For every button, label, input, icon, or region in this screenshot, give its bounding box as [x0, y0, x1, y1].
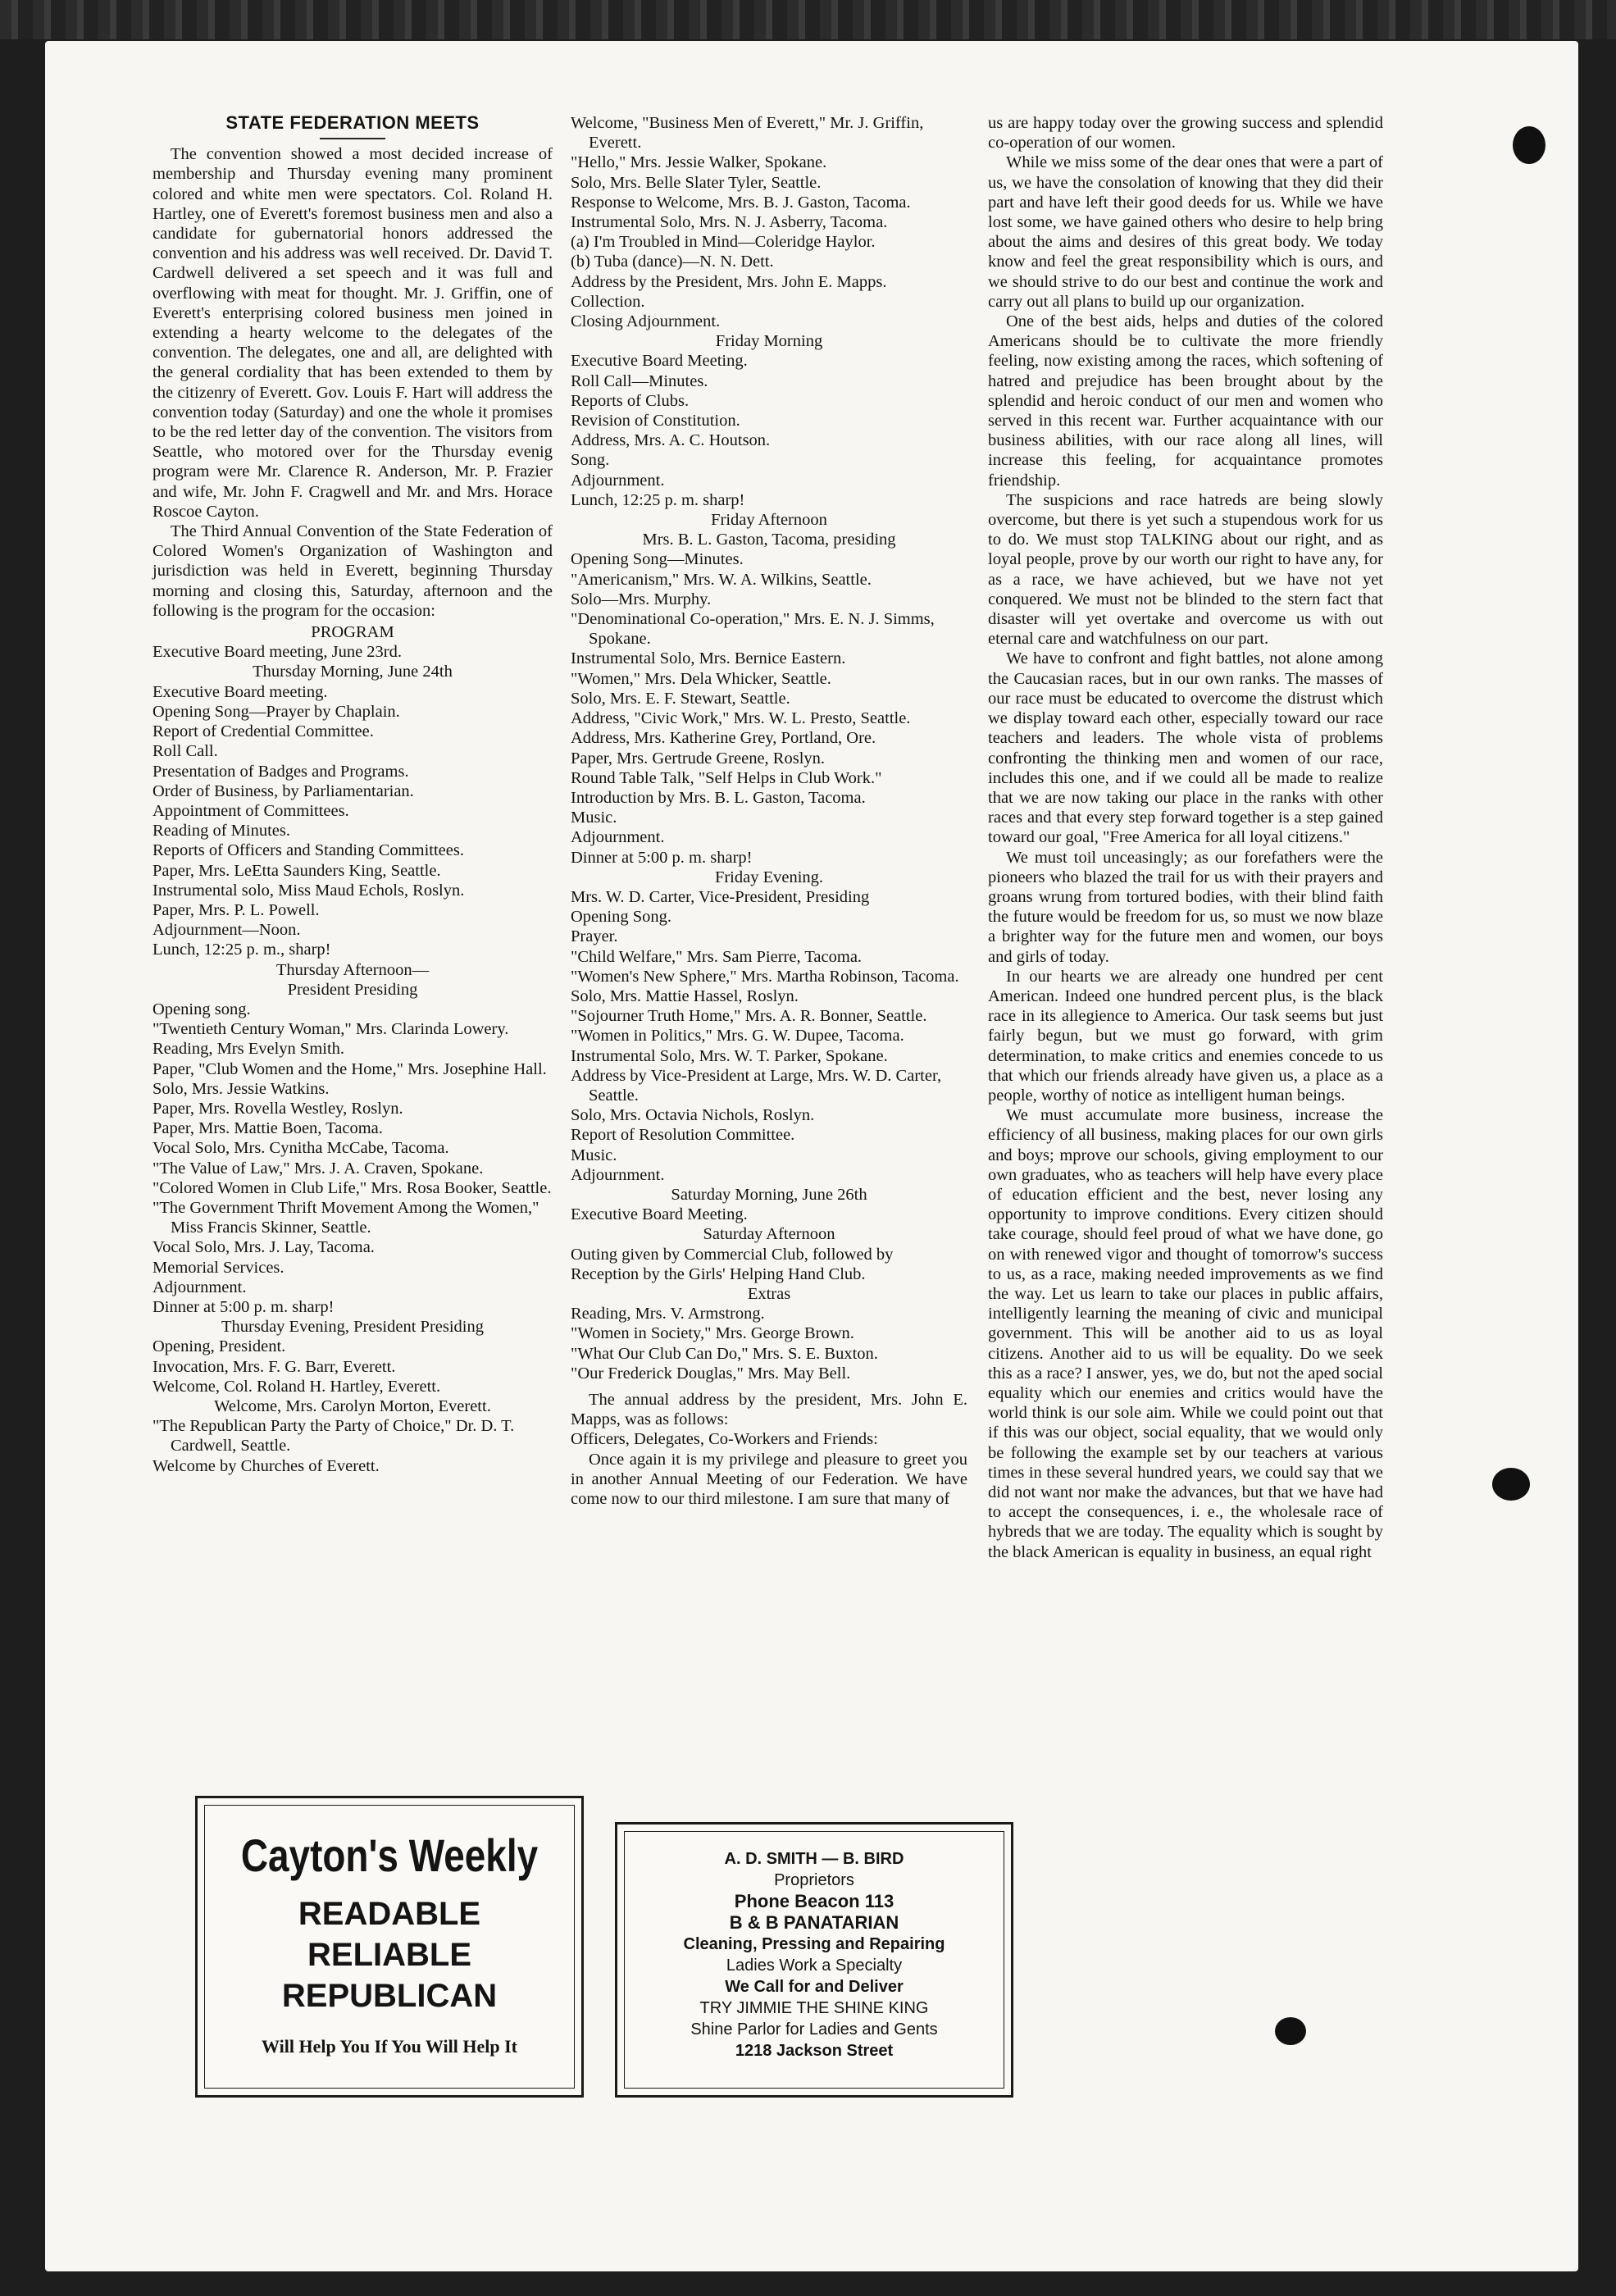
program-list	[152, 642, 553, 1476]
program-item: Adjournment.	[571, 828, 665, 847]
program-item: Reading of Minutes.	[152, 822, 290, 840]
program-item: Paper, Mrs. LeEtta Saunders King, Seattle.	[152, 861, 441, 880]
program-item: Adjournment.	[571, 1165, 665, 1184]
program-item: Address by Vice-President at Large, Mrs. W. D. Carter, Seattle.	[571, 1066, 942, 1105]
program-item: "Our Frederick Douglas," Mrs. May Bell.	[571, 1364, 851, 1383]
program-item: Welcome, Mrs. Carolyn Morton, Everett.	[214, 1397, 491, 1415]
program-item: "Women," Mrs. Dela Whicker, Seattle.	[571, 669, 831, 688]
annual-address-text	[988, 113, 1383, 1562]
headline-rule	[320, 138, 385, 139]
program-item: Executive Board meeting, June 23rd.	[152, 643, 402, 662]
program-item: President Presiding	[287, 980, 418, 999]
paragraph: In our hearts we are already one hundred per cent American. Indeed one hundred percent plus, is the black race in its allegience to America. Our task seems but just fairly begun, but we must go forward, with grim determination, to make critics and enemies concede to us that which our friends already have given us, a place as a people, worthy of notice as intelligent human beings.	[988, 967, 1383, 1105]
program-item: Saturday Morning, June 26th	[671, 1185, 867, 1204]
paragraph: us are happy today over the growing success and splendid co-operation of our women.	[988, 114, 1383, 153]
program-item: "Denominational Co-operation," Mrs. E. N. J. Simms, Spokane.	[571, 610, 935, 649]
program-item: "Americanism," Mrs. W. A. Wilkins, Seattle.	[571, 570, 872, 589]
ad-business-name: B & B PANATARIAN	[729, 1912, 899, 1933]
program-item: Address, Mrs. Katherine Grey, Portland, Ore.	[571, 729, 876, 748]
program-item: Friday Evening.	[714, 868, 824, 886]
program-item: Round Table Talk, "Self Helps in Club Work."	[571, 768, 882, 787]
program-item: Vocal Solo, Mrs. J. Lay, Tacoma.	[152, 1238, 375, 1257]
program-item: Thursday Evening, President Presiding	[221, 1318, 484, 1337]
program-item: Lunch, 12:25 p. m., sharp!	[152, 941, 331, 959]
program-item: Thursday Afternoon—	[275, 960, 430, 979]
program-item: Reading, Mrs. V. Armstrong.	[571, 1305, 765, 1323]
program-item: Thursday Morning, June 24th	[253, 663, 453, 681]
column-3	[988, 113, 1383, 1562]
punch-hole	[1492, 1468, 1530, 1501]
program-item: "Twentieth Century Woman," Mrs. Clarinda Lowery.	[152, 1020, 509, 1039]
paragraph: The annual address by the president, Mrs. John E. Mapps, was as follows:	[571, 1391, 967, 1429]
ad-phone: Phone Beacon 113	[734, 1891, 894, 1911]
program-item: Friday Afternoon	[711, 511, 827, 530]
punch-hole	[1513, 126, 1545, 164]
program-item: Solo, Mrs. Jessie Watkins.	[152, 1079, 330, 1098]
program-item: Instrumental Solo, Mrs. W. T. Parker, Spokane.	[571, 1046, 888, 1065]
program-item: Executive Board meeting.	[152, 682, 328, 701]
paragraph: We have to confront and fight battles, not alone among the Caucasian races, but in our own ranks. The masses of our race must be educated to overcome the distrust which we display toward each other, especially toward our race teachers and leaders. The whole vista of problems confronting the thinking men and women of our race, includes this one, and if we could all be made to realize that we are now taking our place in the ranks with other races and that every step forward together is a step gained toward our goal, "Free America for all loyal citizens."	[988, 649, 1383, 847]
program-item: Outing given by Commercial Club, followed by	[571, 1245, 894, 1264]
program-item: "Women in Society," Mrs. George Brown.	[571, 1324, 854, 1343]
paragraph: The Third Annual Convention of the State Federation of Colored Women's Organization of Washington and jurisdiction was held in Everett, beginning Thursday morning and closing this, Saturday, afternoon and the following is the program for the occasion:	[152, 522, 553, 620]
program-item: Opening Song—Minutes.	[571, 550, 744, 569]
program-item: Welcome by Churches of Everett.	[152, 1456, 380, 1475]
program-item: Opening, President.	[152, 1337, 286, 1356]
program-item: Closing Adjournment.	[571, 312, 721, 331]
program-item: Friday Morning	[715, 332, 823, 351]
program-item: Lunch, 12:25 p. m. sharp!	[571, 490, 745, 509]
program-item: Extras	[747, 1284, 791, 1303]
ad-title: Cayton's Weekly	[240, 1829, 539, 1881]
ad-deliver: We Call for and Deliver	[725, 1978, 904, 1996]
ad-inner-border	[624, 1831, 1004, 2089]
program-item: "Child Welfare," Mrs. Sam Pierre, Tacoma.	[571, 947, 863, 966]
program-item: "Women in Politics," Mrs. G. W. Dupee, Tacoma.	[571, 1027, 904, 1046]
program-item: Order of Business, by Parliamentarian.	[152, 781, 414, 800]
program-item: Paper, Mrs. Gertrude Greene, Roslyn.	[571, 749, 826, 768]
program-item: "The Government Thrift Movement Among the Women," Miss Francis Skinner, Seattle.	[152, 1198, 539, 1237]
program-item: Adjournment.	[152, 1278, 247, 1296]
program-item: Paper, Mrs. Rovella Westley, Roslyn.	[152, 1099, 403, 1118]
program-item: Music.	[571, 809, 617, 827]
cayton-weekly-ad	[195, 1796, 584, 2098]
intro-text	[152, 144, 553, 621]
paragraph: We must toil unceasingly; as our forefathers were the pioneers who blazed the trail for us with their prayers and groans wrung from tortured bodies, with their blind faith the future would be freedom for us, so must we now blaze a brighter way for the future men and women, our boys and girls of today.	[988, 848, 1383, 966]
program-item: Paper, Mrs. Mattie Boen, Tacoma.	[152, 1119, 383, 1138]
program-item: "Hello," Mrs. Jessie Walker, Spokane.	[571, 153, 827, 172]
paragraph: While we miss some of the dear ones that were a part of us, we have the consolation of knowing that they did their part and have left their good deeds for us. While we have lost some, we have gained others who desire to help bring about the aims and desires of this great body. We today know and feel the great responsibility which is ours, and we should strive to do our best and continue the work and carry out all plans to build up our organization.	[988, 153, 1383, 311]
paragraph: One of the best aids, helps and duties of the colored Americans should be to cultivate the more friendly feeling, now existing among the races, which softening of hatred and prejudice has been brought about by the splendid and heroic conduct of our men and women who served in this recent war. Further acquaintance with our business abilities, with our race along all lines, will increase this feeling, for acquaintance promotes friendship.	[988, 312, 1383, 490]
program-item: Response to Welcome, Mrs. B. J. Gaston, Tacoma.	[571, 193, 911, 212]
ad-address: 1218 Jackson Street	[735, 2042, 894, 2060]
program-item: (a) I'm Troubled in Mind—Coleridge Haylor.	[571, 233, 876, 252]
paragraph: Once again it is my privilege and pleasure to greet you in another Annual Meeting of our Federation. We have come now to our third milestone. I am sure that many of	[571, 1450, 967, 1509]
ad-inner-border	[204, 1805, 575, 2089]
ad-parlor: Shine Parlor for Ladies and Gents	[690, 2020, 938, 2039]
program-item: Adjournment—Noon.	[152, 921, 301, 940]
ad-slogan: Will Help You If You Will Help It	[262, 2036, 517, 2057]
program-item: "Sojourner Truth Home," Mrs. A. R. Bonner, Seattle.	[571, 1007, 927, 1026]
paragraph: The convention showed a most decided increase of membership and Thursday evening many prominent colored and white men were spectators. Col. Roland H. Hartley, one of Everett's foremost business men and also a candidate for gubernatorial honors addressed the convention and his address was well received. Dr. David T. Cardwell delivered a set speech and it was full and overflowing with meat for thought. Mr. J. Griffin, one of Everett's enterprising colored business men joined in extending a hearty welcome to the delegates of the convention. The delegates, one and all, are delighted with the general cordiality that has been extended to them by the citizenry of Everett. Gov. Louis F. Hart will address the convention today (Saturday) and one the whole it promises to be the red letter day of the convention. The visitors from Seattle, who motored over for the Thursday evenig program were Mr. Clarence R. Anderson, Mr. P. Frazier and wife, Mr. John F. Cragwell and Mr. and Mrs. Horace Roscoe Cayton.	[152, 145, 553, 521]
program-item: Reading, Mrs Evelyn Smith.	[152, 1040, 345, 1059]
program-item: Dinner at 5:00 p. m. sharp!	[152, 1297, 335, 1316]
program-item: Solo—Mrs. Murphy.	[571, 590, 712, 608]
program-item: Mrs. W. D. Carter, Vice-President, Presiding	[571, 887, 870, 906]
ad-services: Cleaning, Pressing and Repairing	[683, 1935, 945, 1953]
paragraph: We must accumulate more business, increase the efficiency of all business, making places for our own girls and boys; mprove our schools, giving employment to our own graduates, who as teachers will help have every place of education efficient and the best, never losing any opportunity to improve conditions. Every citizen should take courage, should feel proud of what we have done, go on with renewed vigor and thought of tomorrow's success to us, as a race, making needed improvements as we find the way. Let us learn to take our places in public affairs, intelligently learning the meaning of civic and municipal government. This will be another aid to us as loyal citizens. Another aid to us will be equality. Do we seek this as a race? I answer, yes, we do, but not the aped social equality which our enemies and critics would have the world think is our sole aim. While we could point out that if this was our object, social equality, that we would only be following the example set by our teachers at various times in these several hundred years, we could say that we did not want nor make the advances, but that we have had to accept the consequences, i. e., the wholesale race of hybreds that we are today. The equality which is sought by the black American is equality in business, an equal right	[988, 1106, 1383, 1561]
program-item: Solo, Mrs. E. F. Stewart, Seattle.	[571, 689, 790, 708]
program-item: Reception by the Girls' Helping Hand Club.	[571, 1264, 866, 1283]
program-item: Instrumental Solo, Mrs. N. J. Asberry, Tacoma.	[571, 213, 888, 232]
program-item: Address by the President, Mrs. John E. Mapps.	[571, 272, 887, 291]
program-item: Opening song.	[152, 1000, 251, 1018]
program-item: Reports of Clubs.	[571, 391, 690, 410]
program-item: Revision of Constitution.	[571, 412, 740, 430]
program-item: Song.	[571, 451, 610, 470]
program-item: "The Republican Party the Party of Choice," Dr. D. T. Cardwell, Seattle.	[152, 1417, 515, 1456]
program-item: "What Our Club Can Do," Mrs. S. E. Buxton.	[571, 1344, 878, 1363]
paragraph: The suspicions and race hatreds are being slowly overcome, but there is yet such a stupendous work for us to do. We must stop TALKING about our right, and as loyal people, prove by our worth our right to have any, for as a race, we have achieved, but we have not yet conquered. We must not be blinded to the stern fact that disaster will yet overtake and overcome us with out eternal care and watchfulness on our part.	[988, 490, 1383, 649]
program-item: Adjournment.	[571, 471, 665, 490]
headline: STATE FEDERATION MEETS	[225, 112, 480, 133]
program-item: Executive Board Meeting.	[571, 352, 748, 371]
program-item: "The Value of Law," Mrs. J. A. Craven, Spokane.	[152, 1159, 484, 1178]
scan-border	[0, 0, 1616, 39]
column-2	[571, 113, 967, 1509]
ad-proprietors: Proprietors	[774, 1871, 854, 1889]
program-item: Introduction by Mrs. B. L. Gaston, Tacoma.	[571, 788, 866, 807]
program-item: Appointment of Committees.	[152, 801, 349, 820]
program-item: Instrumental Solo, Mrs. Bernice Eastern.	[571, 649, 846, 668]
ad-shine: TRY JIMMIE THE SHINE KING	[699, 1999, 929, 2017]
ad-line: RELIABLE	[307, 1937, 471, 1973]
program-item: "Women's New Sphere," Mrs. Martha Robinson, Tacoma.	[571, 967, 959, 986]
program-list	[571, 113, 967, 1383]
ad-ladies: Ladies Work a Specialty	[726, 1957, 903, 1975]
program-item: Roll Call—Minutes.	[571, 371, 708, 390]
program-item: Opening Song—Prayer by Chaplain.	[152, 702, 400, 721]
program-item: Invocation, Mrs. F. G. Barr, Everett.	[152, 1357, 396, 1376]
program-item: Memorial Services.	[152, 1258, 285, 1277]
program-item: Welcome, "Business Men of Everett," Mr. J. Griffin, Everett.	[571, 114, 924, 153]
program-item: Executive Board Meeting.	[571, 1205, 748, 1224]
program-item: Address, "Civic Work," Mrs. W. L. Presto, Seattle.	[571, 709, 911, 728]
paragraph: Officers, Delegates, Co-Workers and Friends:	[571, 1430, 878, 1449]
program-item: Address, Mrs. A. C. Houtson.	[571, 431, 771, 450]
program-item: Paper, Mrs. P. L. Powell.	[152, 900, 320, 919]
program-item: Welcome, Col. Roland H. Hartley, Everett.	[152, 1377, 441, 1396]
ad-owners: A. D. SMITH — B. BIRD	[724, 1850, 904, 1868]
program-item: Solo, Mrs. Mattie Hassel, Roslyn.	[571, 986, 799, 1005]
ad-line: REPUBLICAN	[281, 1978, 498, 2014]
program-item: Solo, Mrs. Octavia Nichols, Roslyn.	[571, 1106, 815, 1125]
program-item: Report of Resolution Committee.	[571, 1126, 795, 1145]
program-item: (b) Tuba (dance)—N. N. Dett.	[571, 253, 774, 271]
program-item: Solo, Mrs. Belle Slater Tyler, Seattle.	[571, 173, 822, 192]
program-item: Presentation of Badges and Programs.	[152, 762, 409, 781]
program-item: Opening Song.	[571, 908, 671, 927]
program-item: Music.	[571, 1146, 617, 1164]
program-item: Prayer.	[571, 927, 618, 946]
program-item: Vocal Solo, Mrs. Cynitha McCabe, Tacoma.	[152, 1139, 449, 1158]
program-item: Collection.	[571, 292, 645, 311]
program-item: Mrs. B. L. Gaston, Tacoma, presiding	[642, 531, 896, 549]
program-item: Paper, "Club Women and the Home," Mrs. Josephine Hall.	[152, 1059, 547, 1078]
ad-line: READABLE	[298, 1896, 481, 1932]
punch-hole	[1275, 2017, 1306, 2045]
program-item: Report of Credential Committee.	[152, 722, 374, 741]
program-item: Roll Call.	[152, 742, 218, 761]
program-item: Saturday Afternoon	[703, 1225, 835, 1244]
column-1	[152, 113, 553, 1476]
bb-panatarian-ad	[615, 1822, 1013, 2098]
program-item: Dinner at 5:00 p. m. sharp!	[571, 848, 753, 867]
annual-address-intro	[571, 1390, 967, 1509]
program-item: "Colored Women in Club Life," Mrs. Rosa Booker, Seattle.	[152, 1178, 552, 1197]
program-item: Reports of Officers and Standing Committees.	[152, 841, 464, 860]
program-title: PROGRAM	[311, 623, 394, 642]
program-item: Instrumental solo, Miss Maud Echols, Roslyn.	[152, 881, 465, 900]
